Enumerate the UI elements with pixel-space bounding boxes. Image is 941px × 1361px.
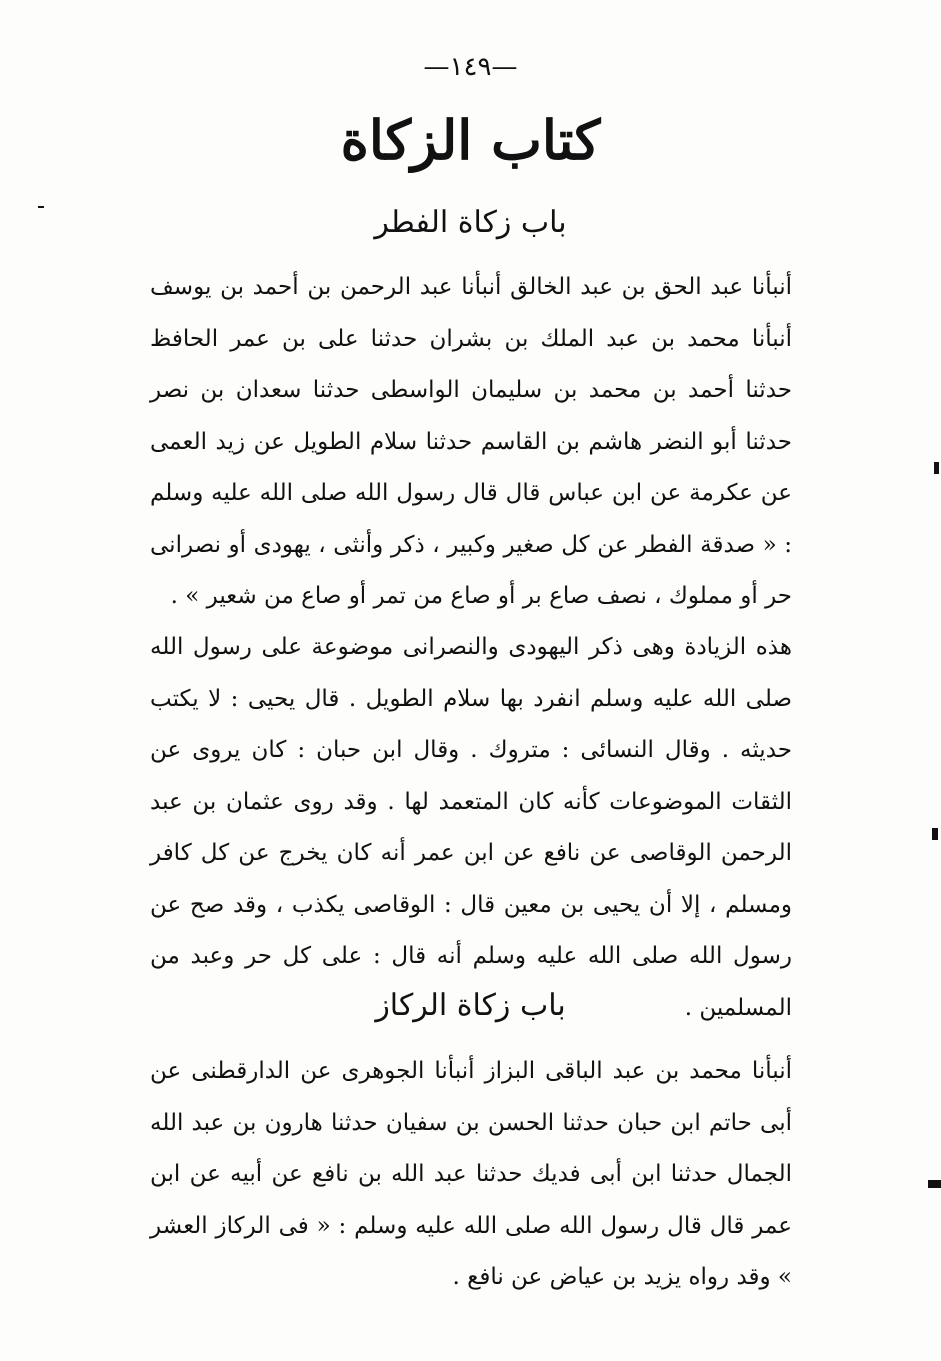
section-heading-zakat-al-rikaz: باب زكاة الركاز — [375, 988, 566, 1023]
page-number: —١٤٩— — [423, 52, 518, 82]
scan-margin-mark — [928, 1180, 941, 1188]
scan-margin-mark — [38, 206, 44, 208]
section-heading-zakat-al-fitr: باب زكاة الفطر — [374, 205, 567, 240]
scan-margin-mark — [932, 828, 938, 840]
paragraph-fitr-hadith: أنبأنا عبد الحق بن عبد الخالق أنبأنا عبد الرحمن بن أحمد بن يوسف أنبأنا محمد بن عبد الملك بن بشران حدثنا على بن عمر الحافظ حدثنا أحمد بن محمد بن سليمان الواسطى حدثنا سعدان بن نصر حدثنا أبو النضر هاشم بن القاسم حدثنا سلام الطويل عن زيد العمى عن عكرمة عن ابن عباس قال قال رسول الله صلى الله عليه وسلم : « صدقة الفطر عن كل صغير وكبير ، ذكر وأنثى ، يهودى أو نصرانى حر أو مملوك ، نصف صاع بر أو صاع من تمر أو صاع من شعير » . — [150, 274, 792, 609]
book-title: كتاب الزكاة — [340, 108, 601, 172]
paragraph-rikaz-hadith: أنبأنا محمد بن عبد الباقى البزاز أنبأنا الجوهرى عن الدارقطنى عن أبى حاتم ابن حبان حدثنا الحسن بن سفيان حدثنا هارون بن عبد الله الجمال حدثنا ابن أبى فديك حدثنا عبد الله بن نافع عن أبيه عن ابن عمر قال قال رسول الله صلى الله عليه وسلم : « فى الركاز العشر » وقد رواه يزيد بن عياض عن نافع . — [150, 1058, 792, 1290]
paragraph-fitr-commentary: هذه الزيادة وهى ذكر اليهودى والنصرانى موضوعة على رسول الله صلى الله عليه وسلم انفرد بها سلام الطويل . قال يحيى : لا يكتب حديثه . وقال النسائى : متروك . وقال ابن حبان : كان يروى عن الثقات الموضوعات كأنه كان المتعمد لها . وقد روى عثمان بن عبد الرحمن الوقاصى عن نافع عن ابن عمر أنه كان يخرج عن كل كافر ومسلم ، إلا أن يحيى بن معين قال : الوقاصى يكذب ، وقد صح عن رسول الله صلى الله عليه وسلم أنه قال : على كل حر وعبد من المسلمين . — [150, 634, 792, 1021]
scan-margin-mark — [934, 462, 939, 474]
